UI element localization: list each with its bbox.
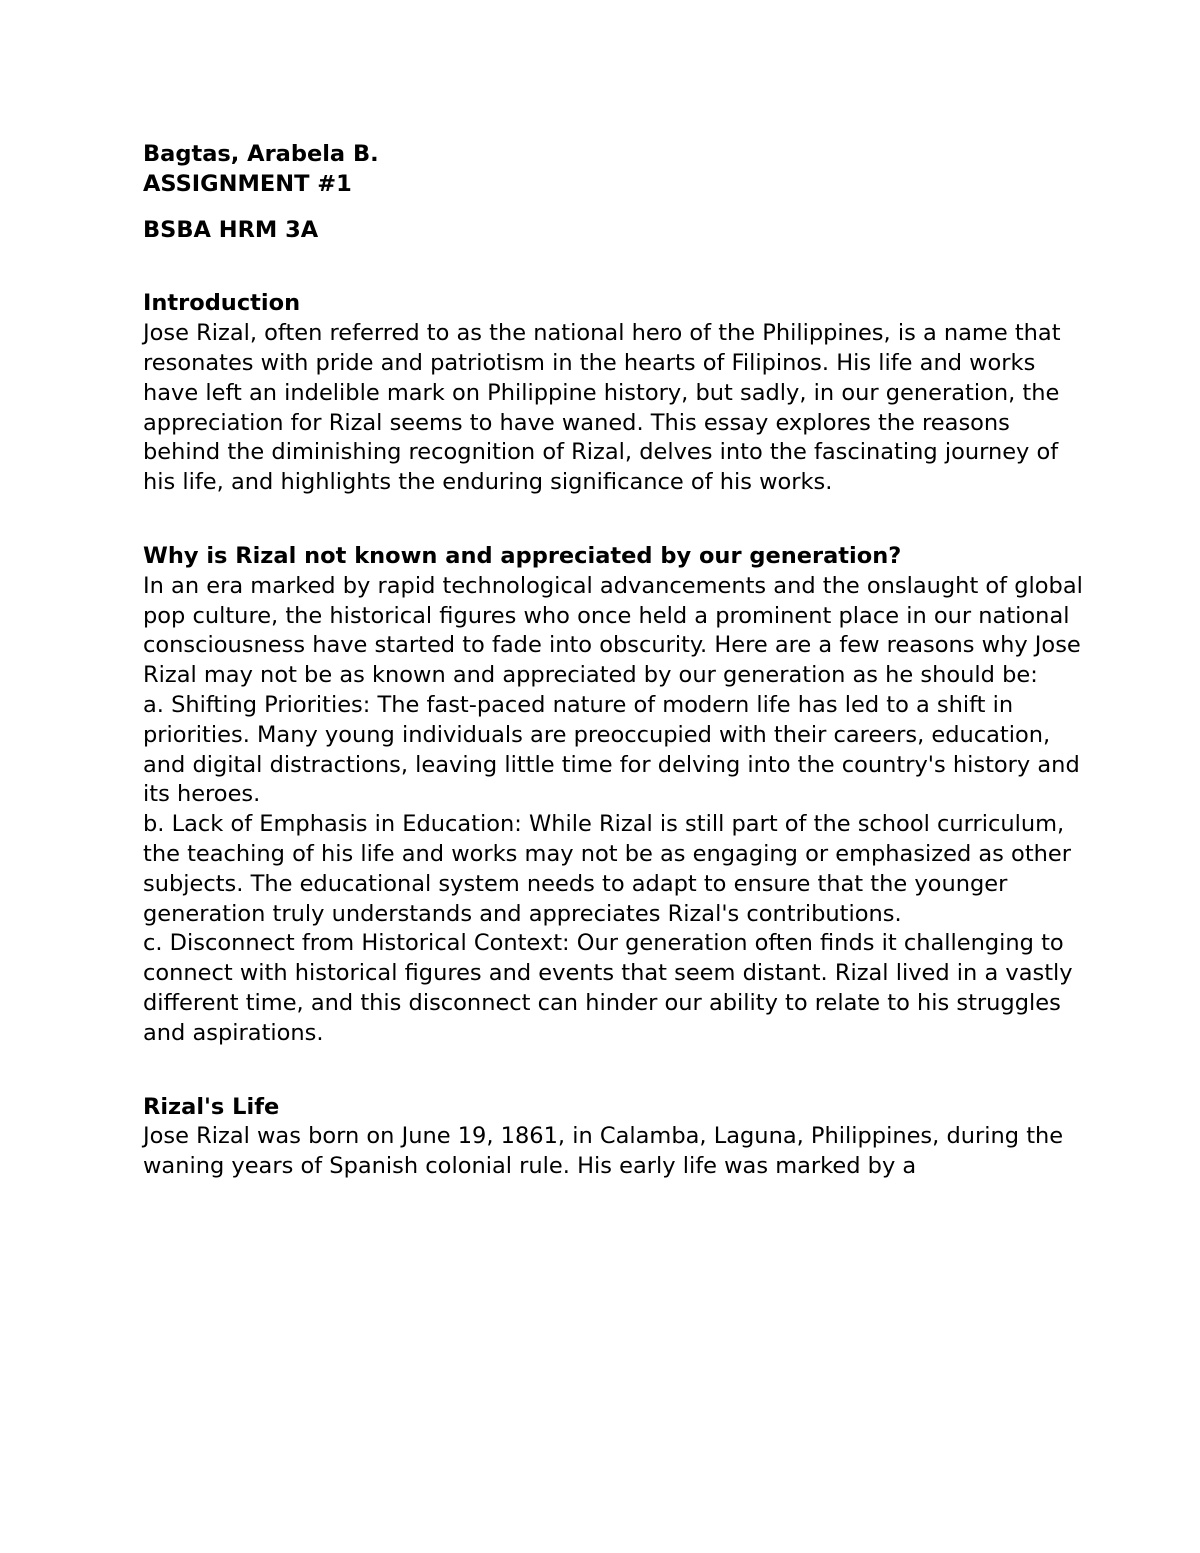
life-heading: Rizal's Life <box>143 1093 280 1120</box>
reason-a-paragraph: a. Shifting Priorities: The fast-paced nature of modern life has led to a shift in priorities. Many young individuals are preoccupied with their careers, education, and digital distractions, leaving little time for delving into the country's history and its heroes. <box>143 691 1080 808</box>
reason-c-paragraph: c. Disconnect from Historical Context: Our generation often finds it challenging to connect with historical figures and events that seem distant. Rizal lived in a vastly different time, and this disconnect can hinder our ability to relate to his struggles and aspirations. <box>143 930 1073 1046</box>
document-body <box>143 140 1083 1182</box>
why-heading: Why is Rizal not known and appreciated by our generation? <box>143 542 902 569</box>
introduction-heading: Introduction <box>143 290 301 317</box>
assignment-title: ASSIGNMENT #1 <box>143 170 352 197</box>
life-paragraph: Jose Rizal was born on June 19, 1861, in Calamba, Laguna, Philippines, during the waning years of Spanish colonial rule. His early life was marked by a <box>143 1123 1064 1180</box>
introduction-paragraph: Jose Rizal, often referred to as the national hero of the Philippines, is a name that resonates with pride and patriotism in the hearts of Filipinos. His life and works have left an indelible mark on Philippine history, but sadly, in our generation, the appreciation for Rizal seems to have waned. This essay explores the reasons behind the diminishing recognition of Rizal, delves into the fascinating journey of his life, and highlights the enduring significance of his works. <box>143 320 1061 496</box>
why-intro-paragraph: In an era marked by rapid technological advancements and the onslaught of global pop culture, the historical figures who once held a prominent place in our national consciousness have started to fade into obscurity. Here are a few reasons why Jose Rizal may not be as known and appreciated by our generation as he should be: <box>143 572 1083 689</box>
author-name: Bagtas, Arabela B. <box>143 141 379 167</box>
reason-b-paragraph: b. Lack of Emphasis in Education: While Rizal is still part of the school curriculum, the teaching of his life and works may not be as engaging or emphasized as other subjects. The educational system needs to adapt to ensure that the younger generation truly understands and appreciates Rizal's contributions. <box>143 811 1071 927</box>
course-section: BSBA HRM 3A <box>143 216 319 243</box>
